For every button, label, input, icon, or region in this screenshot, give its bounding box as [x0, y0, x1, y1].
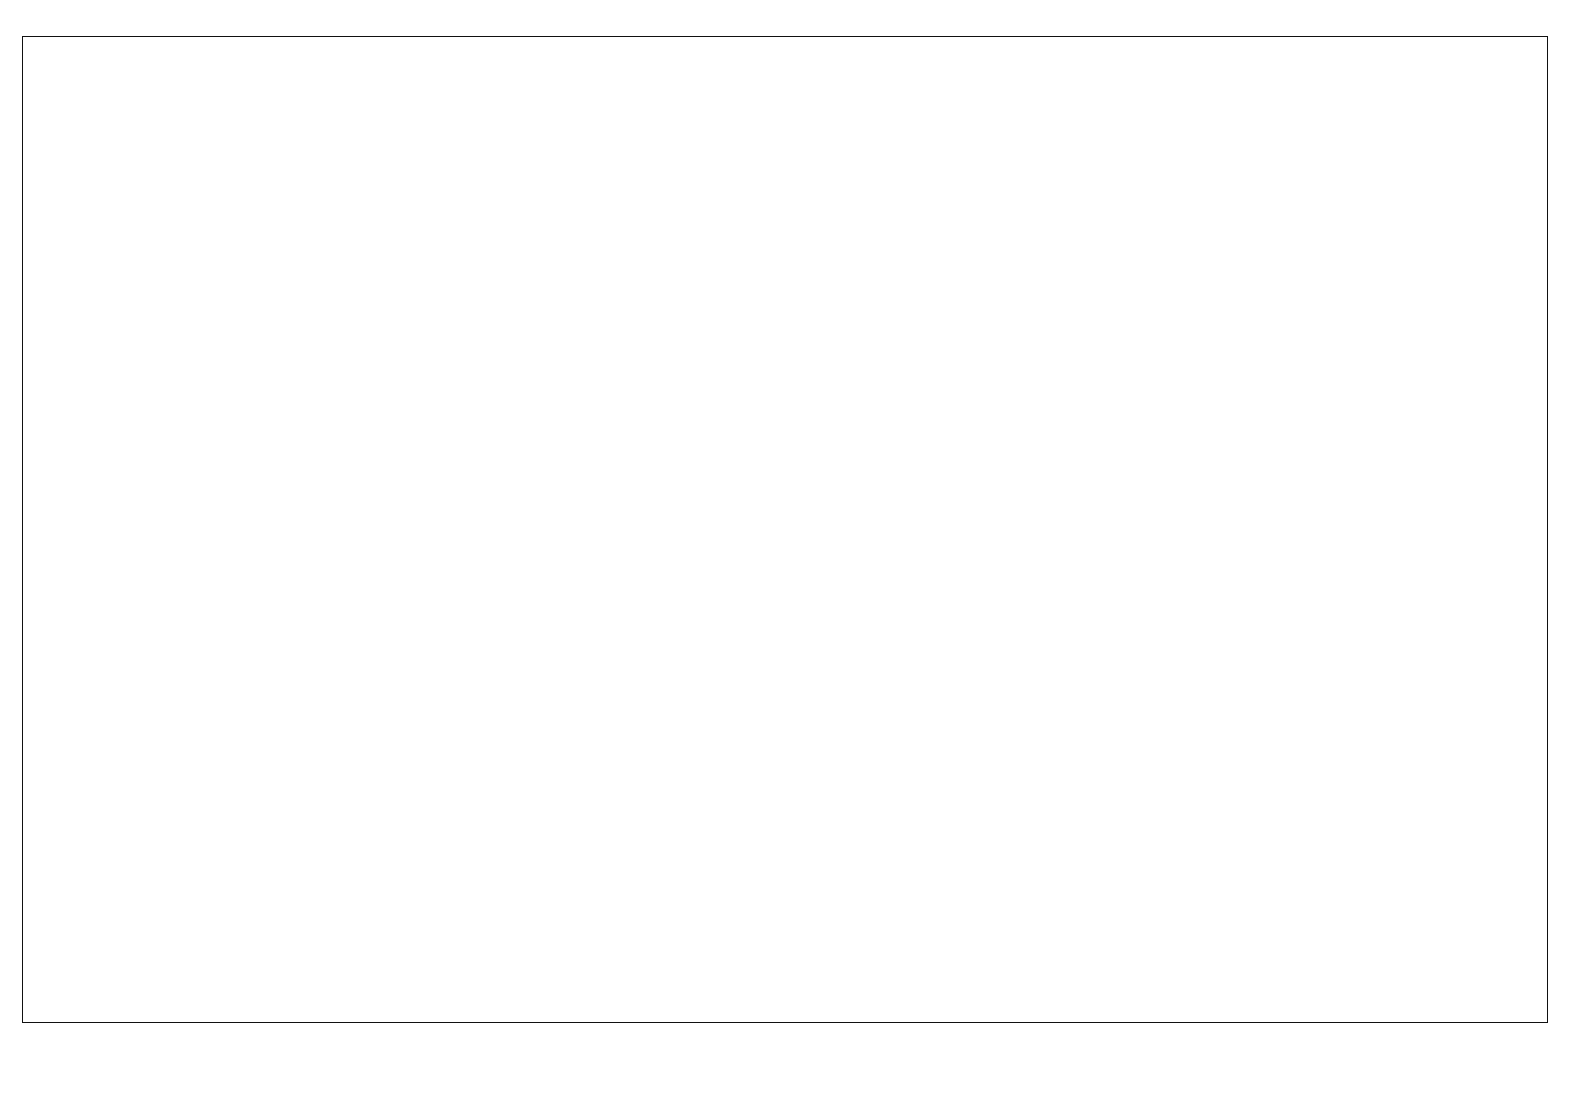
parts-grid — [22, 36, 1548, 1023]
